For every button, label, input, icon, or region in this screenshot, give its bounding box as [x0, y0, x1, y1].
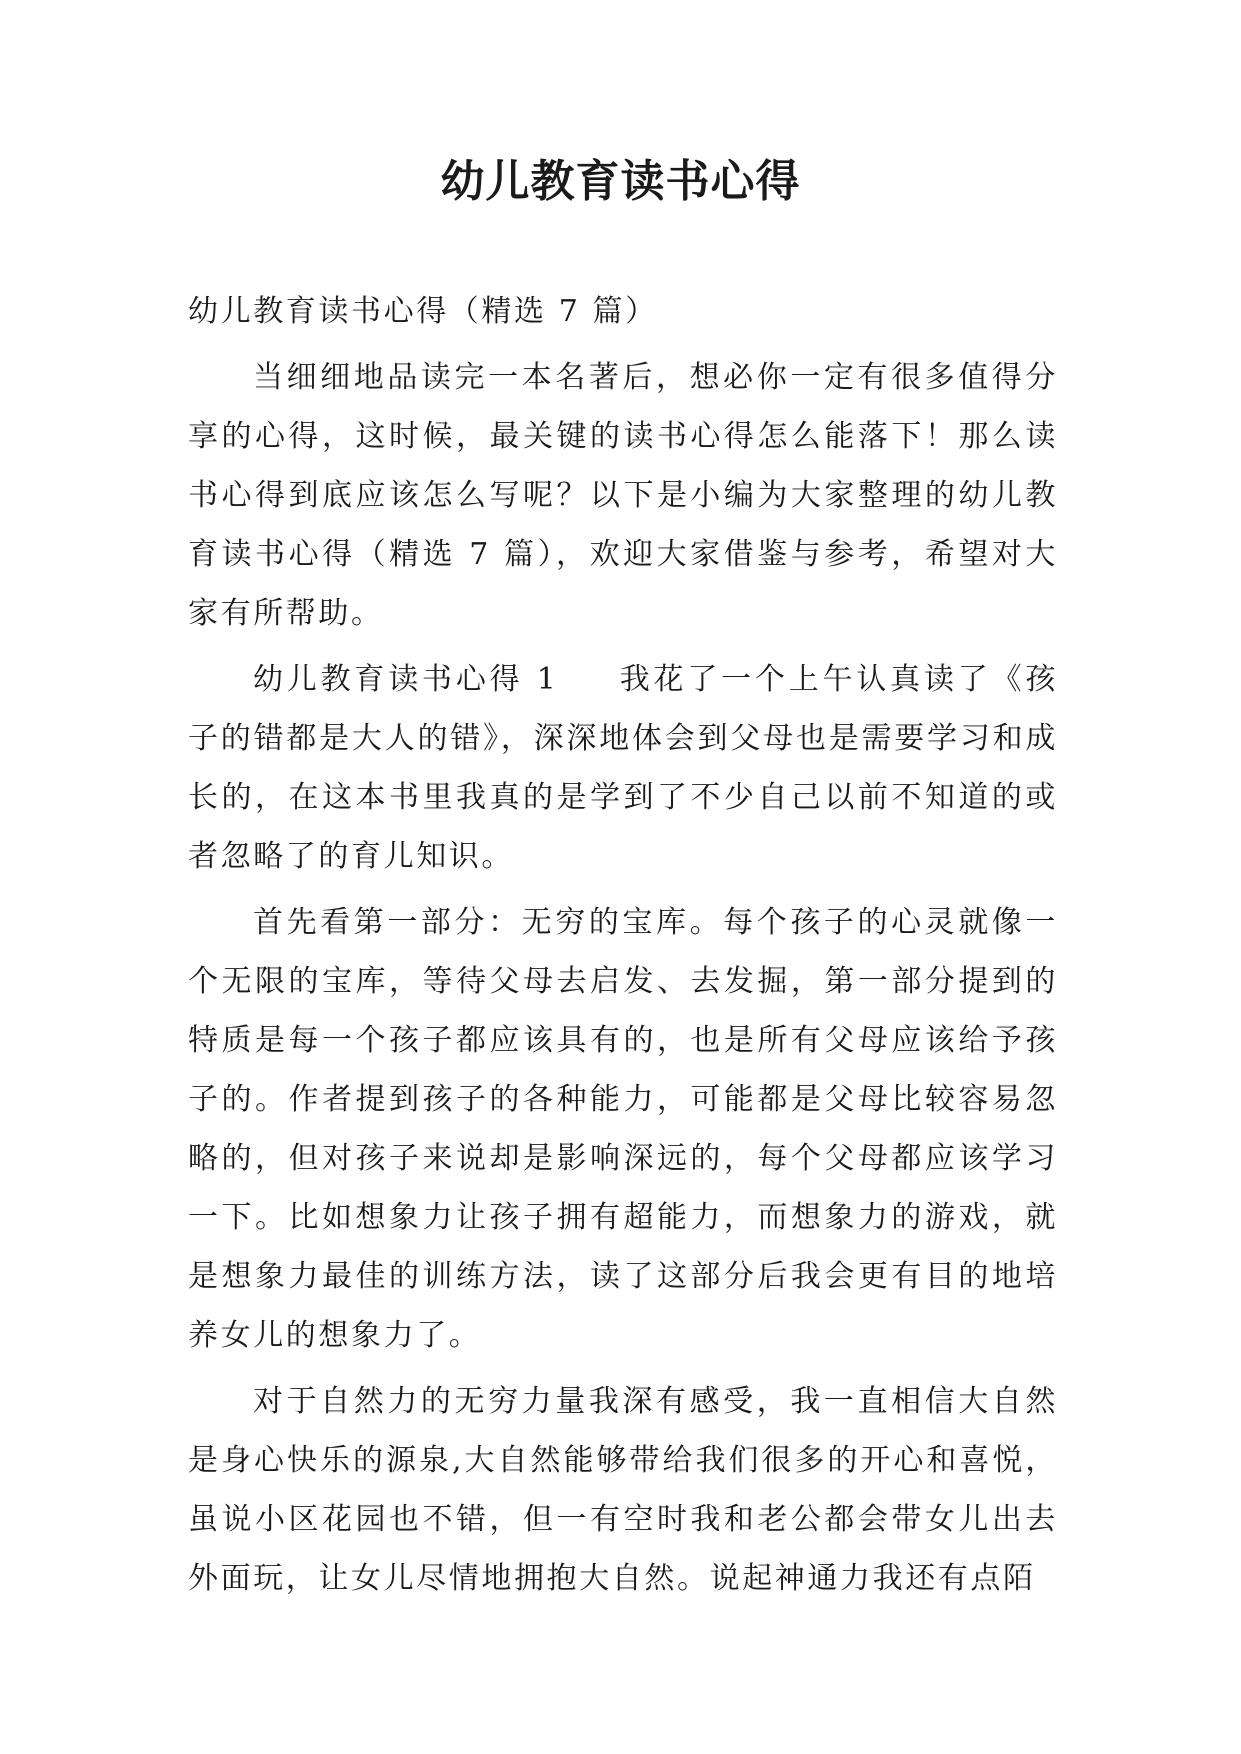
document-body [188, 282, 1058, 1615]
section-heading: 幼儿教育读书心得 1 [253, 662, 559, 697]
section-1-text: 我花了一个上午认真读了《孩子的错都是大人的错》，深深地体会到父母也是需要学习和成长的，在这本书里我真的是学到了不少自己以前不知道的或者忽略了的育儿知识。 [188, 662, 1058, 874]
body-paragraph: 对于自然力的无穷力量我深有感受，我一直相信大自然是身心快乐的源泉,大自然能够带给我们很多的开心和喜悦，虽说小区花园也不错，但一有空时我和老公都会带女儿出去外面玩，让女儿尽情地拥抱大自然。说起神通力我还有点陌 [188, 1384, 1058, 1596]
body-paragraph: 首先看第一部分：无穷的宝库。每个孩子的心灵就像一个无限的宝库，等待父母去启发、去发掘，第一部分提到的特质是每一个孩子都应该具有的，也是所有父母应该给予孩子的。作者提到孩子的各种能力，可能都是父母比较容易忽略的，但对孩子来说却是影响深远的，每个父母都应该学习一下。比如想象力让孩子拥有超能力，而想象力的游戏，就是想象力最佳的训练方法，读了这部分后我会更有目的地培养女儿的想象力了。 [188, 905, 1058, 1353]
document-subtitle: 幼儿教育读书心得（精选 7 篇） [188, 294, 658, 329]
section-1-paragraph [188, 650, 1058, 886]
intro-paragraph: 当细细地品读完一本名著后，想必你一定有很多值得分享的心得，这时候，最关键的读书心得怎么能落下！那么读书心得到底应该怎么写呢？以下是小编为大家整理的幼儿教育读书心得（精选 7 篇），欢迎大家借鉴与参考，希望对大家有所帮助。 [188, 360, 1058, 631]
document-title: 幼儿教育读书心得 [440, 156, 801, 207]
